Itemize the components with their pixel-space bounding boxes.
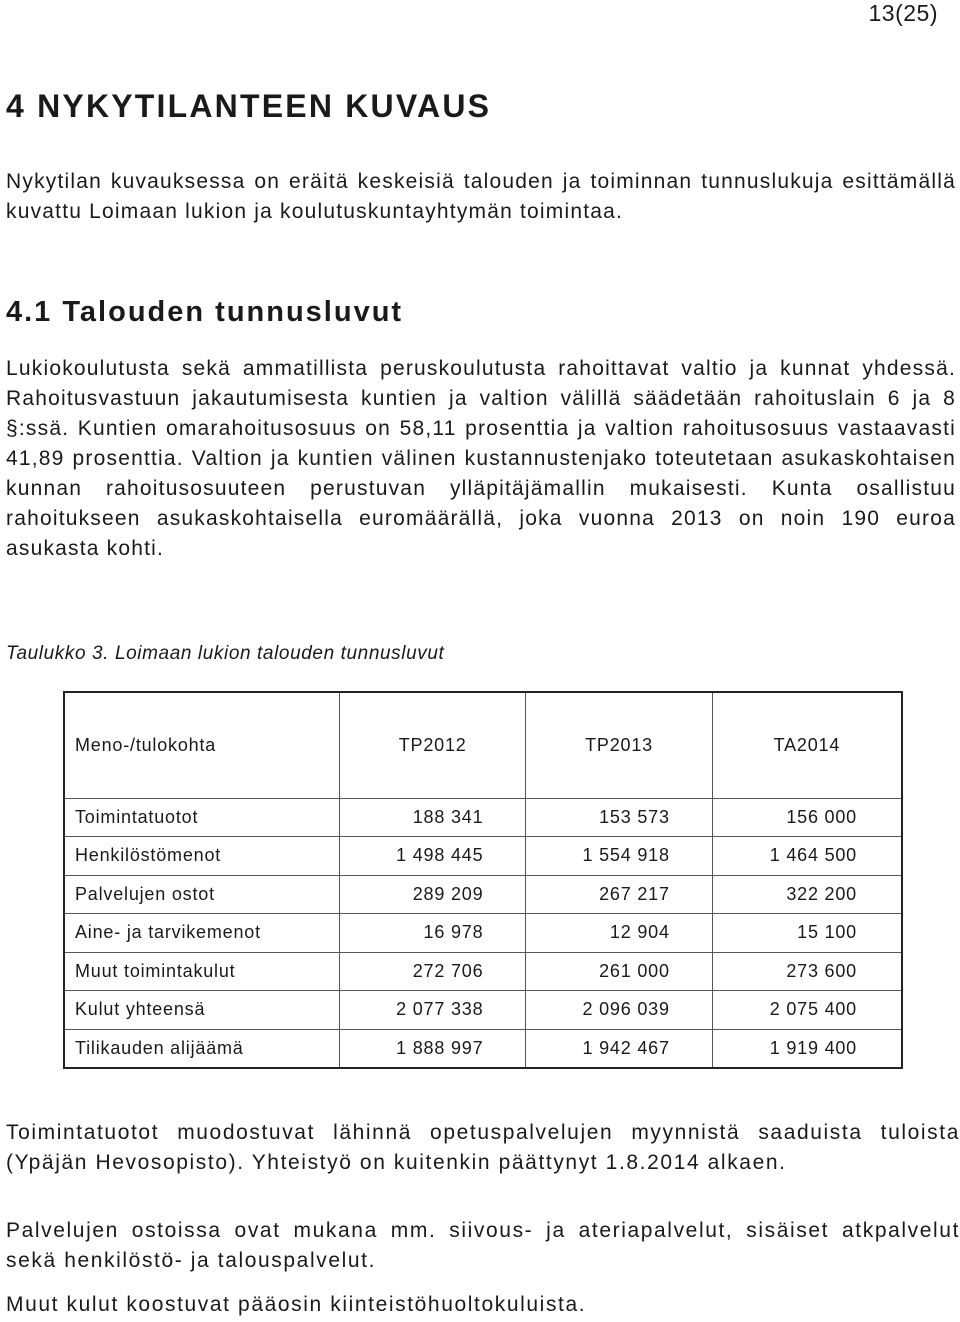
- subsection-heading: 4.1 Talouden tunnusluvut: [6, 296, 404, 328]
- revenue-paragraph: Toimintatuotot muodostuvat lähinnä opetuspalvelujen myynnistä saaduista tuloista (Ypäjän Hevosopisto). Yhteistyö on kuitenkin päättynyt 1.8.2014 alkaen.: [6, 1121, 960, 1174]
- cell-ta2014: 15 100: [712, 914, 902, 953]
- cell-ta2014: 2 075 400: [712, 991, 902, 1030]
- cell-ta2014: 322 200: [712, 875, 902, 914]
- row-label: Henkilöstömenot: [64, 837, 340, 876]
- financing-paragraph: Lukiokoulutusta sekä ammatillista peruskoulutusta rahoittavat valtio ja kunnat yhdessä. Rahoitusvastuun jakautumisesta kuntien ja valtion välillä säädetään rahoituslain 6 ja 8 §:ssä. Kuntien omarahoitusosuus on 58,11 prosenttia ja valtion rahoitusosuus vastaavasti 41,89 prosenttia. Valtion ja kuntien välinen kustannustenjako toteutetaan asukaskohtaisen kunnan rahoitusosuuteen perustuvan ylläpitäjämallin mukaisesti. Kunta osallistuu rahoitukseen asukaskohtaisella euromäärällä, joka vuonna 2013 on noin 190 euroa asukasta kohti.: [6, 357, 956, 560]
- cell-ta2014: 1 919 400: [712, 1029, 902, 1068]
- table-header-row: [64, 692, 902, 798]
- cell-tp2012: 1 498 445: [340, 837, 526, 876]
- column-header-tp2012: TP2012: [340, 692, 526, 798]
- table-row: [64, 914, 902, 953]
- row-label: Aine- ja tarvikemenot: [64, 914, 340, 953]
- cell-tp2012: 272 706: [340, 952, 526, 991]
- cell-ta2014: 273 600: [712, 952, 902, 991]
- other-costs-paragraph: Muut kulut koostuvat pääosin kiinteistöhuoltokuluista.: [6, 1293, 587, 1316]
- cell-tp2012: 1 888 997: [340, 1029, 526, 1068]
- table-row: [64, 837, 902, 876]
- row-label: Kulut yhteensä: [64, 991, 340, 1030]
- table-row: [64, 991, 902, 1030]
- cell-tp2013: 2 096 039: [526, 991, 712, 1030]
- page-number: 13(25): [868, 0, 938, 26]
- column-header-tp2013: TP2013: [526, 692, 712, 798]
- column-header-item: Meno-/tulokohta: [64, 692, 340, 798]
- table-row: [64, 1029, 902, 1068]
- cell-tp2012: 16 978: [340, 914, 526, 953]
- section-heading: 4 NYKYTILANTEEN KUVAUS: [6, 88, 492, 124]
- services-paragraph: Palvelujen ostoissa ovat mukana mm. siivous- ja ateriapalvelut, sisäiset atkpalvelut sekä henkilöstö- ja talouspalvelut.: [6, 1219, 960, 1272]
- cell-tp2012: 2 077 338: [340, 991, 526, 1030]
- cell-ta2014: 1 464 500: [712, 837, 902, 876]
- row-label: Toimintatuotot: [64, 798, 340, 837]
- intro-paragraph: Nykytilan kuvauksessa on eräitä keskeisiä talouden ja toiminnan tunnuslukuja esittämällä kuvattu Loimaan lukion ja koulutuskuntayhtymän toimintaa.: [6, 170, 956, 223]
- cell-tp2013: 12 904: [526, 914, 712, 953]
- cell-tp2013: 267 217: [526, 875, 712, 914]
- row-label: Palvelujen ostot: [64, 875, 340, 914]
- cell-tp2013: 153 573: [526, 798, 712, 837]
- table-row: [64, 798, 902, 837]
- cell-tp2012: 188 341: [340, 798, 526, 837]
- table-caption: Taulukko 3. Loimaan lukion talouden tunnusluvut: [6, 643, 445, 664]
- table-row: [64, 952, 902, 991]
- cell-tp2013: 261 000: [526, 952, 712, 991]
- financial-figures-table: [63, 691, 903, 1069]
- cell-tp2012: 289 209: [340, 875, 526, 914]
- cell-ta2014: 156 000: [712, 798, 902, 837]
- row-label: Muut toimintakulut: [64, 952, 340, 991]
- cell-tp2013: 1 942 467: [526, 1029, 712, 1068]
- cell-tp2013: 1 554 918: [526, 837, 712, 876]
- column-header-ta2014: TA2014: [712, 692, 902, 798]
- row-label: Tilikauden alijäämä: [64, 1029, 340, 1068]
- table-row: [64, 875, 902, 914]
